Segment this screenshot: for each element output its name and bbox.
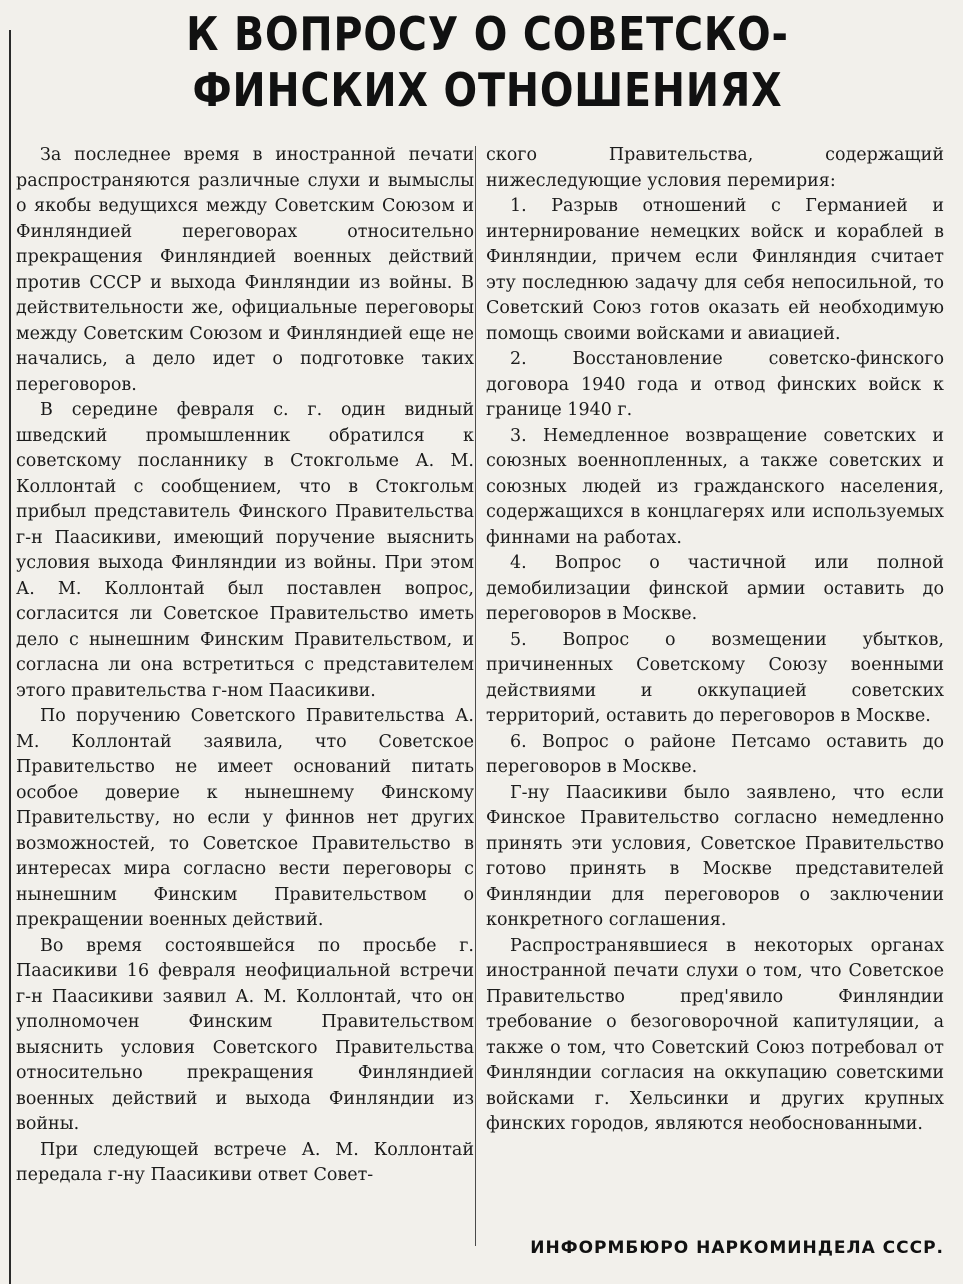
condition-2: 2. Восстановление советско-финского договора 1940 года и отвод финских войск к границе 1940 г. [486,349,944,420]
condition-6: 6. Вопрос о районе Петсамо оставить до переговоров в Москве. [486,731,944,777]
paragraph-rumors: За последнее время в иностранной печати распространяются различные слухи и вымыслы о якобы ведущихся между Советским Союзом и Финляндией переговорах относительно прекращения Финляндией военных действий против СССР и выхода Финляндии из войны. В действительности же, официальные переговоры между Советским Союзом и Финляндией еще не начались, а дело идет о подготовке таких переговоров. [16,145,474,395]
paragraph-moscow-offer: Г-ну Паасикиви было заявлено, что если Финское Правительство согласно немедленно принять эти условия, Советское Правительство готово принять в Москве представителей Финляндии для переговоров о заключении конкретного соглашения. [486,782,944,930]
condition-5: 5. Вопрос о возмещении убытков, причиненных Советскому Союзу военными действиями и оккупацией советских территорий, оставить до переговоров в Москве. [486,629,944,726]
paragraph-answer-continued: ского Правительства, содержащий нижеследующие условия перемирия: [486,145,944,191]
column-divider [475,146,476,1246]
paragraph-kollontai-reply: По поручению Советского Правительства А. М. Коллонтай заявила, что Советское Правительство не имеет оснований питать особое доверие к нынешнему Финскому Правительству, но если у финнов нет других возможностей, то Советское Правительство в интересах мира согласно вести переговоры с нынешним Финским Правительством о прекращении военных действий. [16,706,474,930]
headline: К ВОПРОСУ О СОВЕТСКО-ФИНСКИХ ОТНОШЕНИЯХ [186,7,789,117]
signature: ИНФОРМБЮРО НАРКОМИНДЕЛА СССР. [530,1238,944,1258]
right-column [486,143,944,1138]
condition-3: 3. Немедленное возвращение советских и союзных военнопленных, а также советских и союзных людей из гражданского населения, содержащихся в концлагерях или используемых финнами на работах. [486,425,944,548]
paragraph-answer-start: При следующей встрече А. М. Коллонтай передала г-ну Паасикиви ответ Совет- [16,1139,474,1185]
left-column [16,143,474,1189]
condition-4: 4. Вопрос о частичной или полной демобилизации финской армии оставить до переговоров в Москве. [486,553,944,624]
paragraph-industrialist: В середине февраля с. г. один видный шведский промышленник обратился к советскому посланнику в Стокгольме А. М. Коллонтай с сообщением, что в Стокгольм прибыл представитель Финского Правительства г-н Паасикиви, имеющий поручение выяснить условия выхода Финляндии из войны. При этом А. М. Коллонтай был поставлен вопрос, согласится ли Советское Правительство иметь дело с нынешним Финским Правительством, и согласна ли она встретиться с представителем этого правительства г-ном Паасикиви. [16,400,474,701]
left-column-rule [9,30,11,1284]
condition-1: 1. Разрыв отношений с Германией и интернирование немецких войск и кораблей в Финляндии, причем если Финляндия считает эту последнюю задачу для себя непосильной, то Советский Союз готов оказать ей необходимую помощь своими войсками и авиацией. [486,196,944,344]
paragraph-rumors-denial: Распространявшиеся в некоторых органах иностранной печати слухи о том, что Советское Правительство пред'явило Финляндии требование о безоговорочной капитуляции, а также о том, что Советский Союз потребовал от Финляндии согласия на оккупацию советскими войсками г. Хельсинки и других крупных финских городов, являются необоснованными. [486,935,944,1134]
paragraph-meeting: Во время состоявшейся по просьбе г. Паасикиви 16 февраля неофициальной встречи г-н Паасикиви заявил А. М. Коллонтай, что он уполномочен Финским Правительством выяснить условия Советского Правительства относительно прекращения Финляндией военных действий и выхода Финляндии из войны. [16,935,474,1134]
